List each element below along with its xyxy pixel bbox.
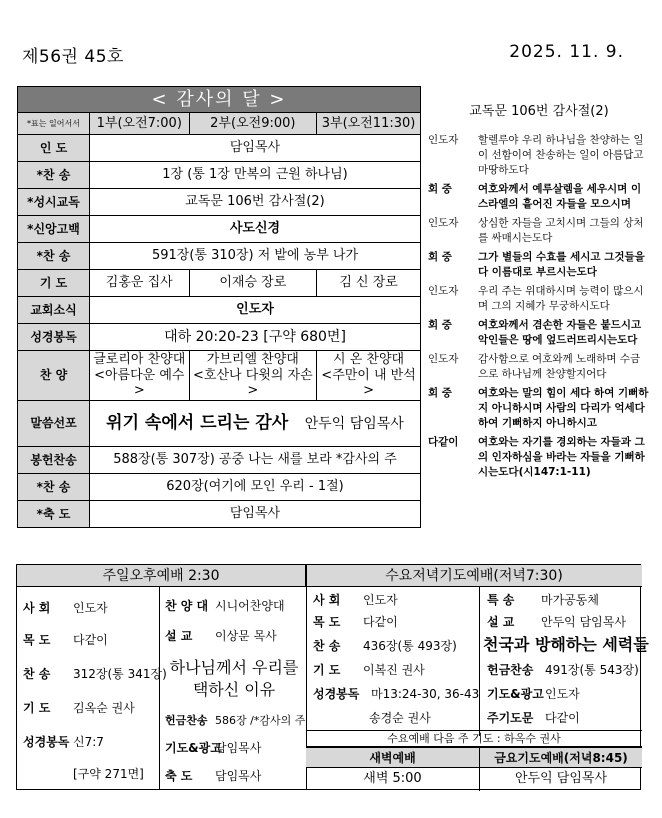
choir-1: 글로리아 찬양대 <아름다운 예수> [90, 351, 190, 401]
row-label: *찬 송 [18, 162, 90, 189]
leader-value: 담임목사 [90, 135, 421, 162]
choir-3: 시 온 찬양대 <주만이 내 반석> [317, 351, 421, 401]
sermon-preacher: 안두익 담임목사 [304, 416, 404, 433]
reading-line: 인도자 할렐루야 우리 하나님을 찬양하는 일이 선함이여 찬송하는 일이 아름답고 마땅하도다 [428, 134, 644, 176]
service-3: 3부(오전11:30) [317, 113, 421, 135]
row-label: *성시교독 [18, 189, 90, 216]
row-label: 찬 양 [18, 351, 90, 401]
reading-line: 인도자 감사함으로 여호와께 노래하며 수금으로 하나님께 찬양할지어다 [428, 353, 641, 380]
month-theme-title: < 감사의 달 > [18, 87, 421, 113]
hymn1-value: 1장 (통 1장 만복의 근원 하나님) [90, 162, 421, 189]
responsive-reading [428, 86, 650, 484]
service-1: 1부(오전7:00) [90, 113, 190, 135]
reading-line: 다같이 여호와는 자기를 경외하는 자들과 그의 인자하심을 바라는 자들을 기뻐하시는도다(시147:1-11) [428, 436, 645, 478]
stand-note: *표는 일어서서 [18, 113, 90, 135]
benediction-value: 담임목사 [90, 501, 421, 528]
afternoon-scripture-page: [구약 271면] [73, 767, 144, 781]
row-label: *축 도 [18, 501, 90, 528]
hymn2-value: 591장(통 310장) 저 밭에 농부 나가 [90, 243, 421, 270]
sermon-title: 위기 속에서 드리는 감사 [106, 413, 289, 434]
scripture-value: 대하 20:20-23 [구약 680면] [90, 324, 421, 351]
afternoon-bless: 축 도 담임목사 [165, 769, 262, 783]
afternoon-offering: 헌금찬송 586장 /*감사의 주 [165, 714, 306, 727]
afternoon-item: 찬 송 312장(통 341장) [23, 667, 167, 681]
choir-2: 가브리엘 찬양대 <호산나 다윗의 자손> [189, 351, 317, 401]
bulletin-date: 2025. 11. 9. [509, 42, 624, 62]
afternoon-sermon: 설 교 이상문 목사 [165, 629, 277, 643]
wednesday-prayer: 기도&광고인도자 [487, 687, 580, 701]
row-label: 말씀선포 [18, 401, 90, 447]
afternoon-sermon-title: 하나님께서 우리를 택하신 이유 [169, 658, 299, 699]
afternoon-item: 목 도 다같이 [23, 633, 108, 647]
afternoon-item: 성경봉독 신7:7 [23, 735, 104, 749]
afternoon-item: 사 회 인도자 [23, 601, 108, 615]
row-label: *찬 송 [18, 243, 90, 270]
row-label: 성경봉독 [18, 324, 90, 351]
wednesday-item: 기 도 이복진 권사 [313, 663, 425, 677]
offering-value: 588장(통 307장) 공중 나는 새를 보라 *감사의 주 [90, 447, 421, 474]
row-label: 교회소식 [18, 297, 90, 324]
reading-line: 회 중 여호와는 말의 힘이 세다 하여 기뻐하지 아니하시며 사람의 다리가 억세다 하여 기뻐하지 아니하시고 [428, 387, 649, 429]
wednesday-item: 성경봉독 마13:24-30, 36-43 [313, 687, 480, 701]
wednesday-offering: 헌금찬송 491장(통 543장) [487, 663, 639, 677]
friday-leader: 안두익 담임목사 [479, 767, 642, 791]
reading-title: 교독문 106번 감사절(2) [469, 104, 609, 119]
wednesday-sermon: 설 교 안두익 담임목사 [487, 615, 626, 629]
row-label: *찬 송 [18, 474, 90, 501]
wednesday-sermon-title: 천국과 방해하는 세력들 [483, 635, 649, 654]
wednesday-item: 사 회 인도자 [313, 593, 398, 607]
prayer-3: 김 신 장로 [317, 270, 421, 297]
reading-line: 회 중 그가 별들의 수효를 세시고 그것들을 다 이름대로 부르시는도다 [428, 251, 645, 278]
dawn-time: 새벽 5:00 [306, 767, 480, 791]
sermon-cell [90, 401, 421, 447]
creed-value: 사도신경 [90, 216, 421, 243]
row-label: *신앙고백 [18, 216, 90, 243]
reading-line: 회 중 여호와께서 예루살렘을 세우시며 이스라엘의 흩어진 자들을 모으시며 [428, 183, 642, 210]
worship-order-table [17, 86, 421, 528]
wednesday-item: 목 도 다같이 [313, 615, 398, 629]
prayer-2: 이재승 장로 [189, 270, 317, 297]
row-label: 인 도 [18, 135, 90, 162]
wednesday-item: 찬 송 436장(통 493장) [313, 639, 457, 653]
wednesday-next-week: 수요예배 다음 주 기도 : 하옥수 권사 [306, 730, 642, 747]
afternoon-choir: 찬 양 대 시니어찬양대 [165, 599, 285, 613]
closing-hymn-value: 620장(여기에 모인 우리 - 1절) [90, 474, 421, 501]
wednesday-title: 수요저녁기도예배(저녁7:30) [306, 565, 642, 587]
afternoon-prayer: 기도&광고담임목사 [165, 741, 262, 755]
afternoon-item: 기 도 김옥순 권사 [23, 701, 135, 715]
wednesday-reader: 송경순 권사 [369, 711, 431, 725]
wednesday-special: 특 송 마가공동체 [487, 593, 599, 607]
row-label: 기 도 [18, 270, 90, 297]
other-services-panel [16, 564, 649, 790]
responsive-reading-value: 교독문 106번 감사절(2) [90, 189, 421, 216]
volume-number: 제56권 45호 [22, 47, 124, 67]
reading-line: 인도자 우리 주는 위대하시며 능력이 많으시며 그의 지혜가 무궁하시도다 [428, 285, 644, 312]
service-2: 2부(오전9:00) [189, 113, 317, 135]
afternoon-title: 주일오후예배 2:30 [17, 565, 306, 587]
wednesday-lord-prayer: 주기도문 다같이 [487, 711, 580, 725]
row-label: 봉헌찬송 [18, 447, 90, 474]
reading-line: 인도자 상심한 자들을 고치시며 그들의 상처를 싸매시는도다 [428, 217, 644, 244]
dawn-label: 새벽예배 [306, 747, 480, 768]
news-value: 인도자 [90, 297, 421, 324]
friday-label: 금요기도예배(저녁8:45) [479, 747, 642, 768]
reading-line: 회 중 여호와께서 겸손한 자들은 붙드시고 악인들은 땅에 엎드러뜨리시는도다 [428, 319, 642, 346]
prayer-1: 김홍운 집사 [90, 270, 190, 297]
